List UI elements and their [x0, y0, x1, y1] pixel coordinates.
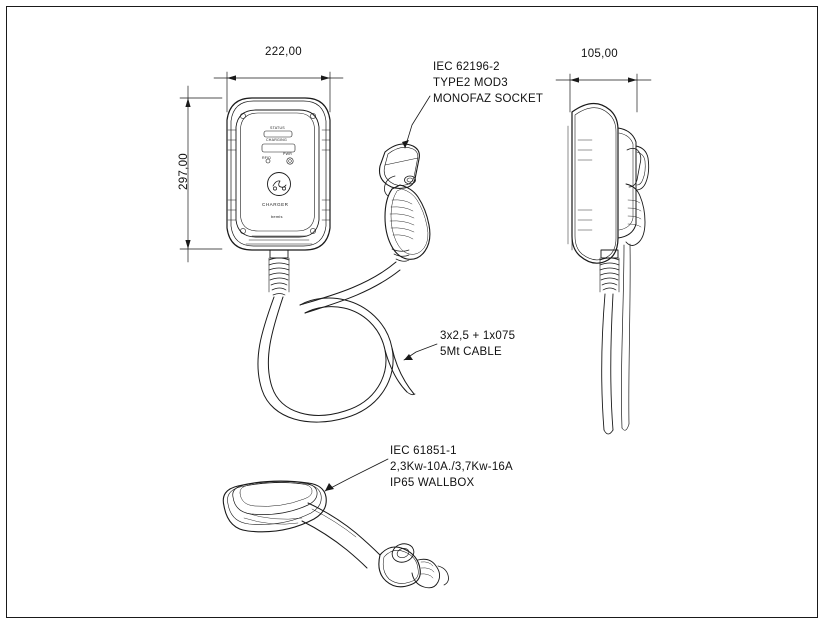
- annotation-socket-line2: TYPE2 MOD3: [433, 77, 508, 89]
- dimension-height-label: 297,00: [178, 153, 190, 190]
- type2-connector: [380, 144, 430, 261]
- bottom-view: [223, 481, 448, 588]
- leader-lines: [325, 96, 437, 491]
- side-cable-gland: [600, 250, 619, 292]
- face-charging-label: CHARGING: [266, 138, 287, 142]
- face-indicator-right-label: PWR: [283, 152, 292, 156]
- side-view-body: [568, 103, 649, 263]
- side-cable: [602, 148, 645, 434]
- annotation-wallbox-line3: IP65 WALLBOX: [390, 477, 475, 489]
- annotation-cable-line1: 3x2,5 + 1x075: [440, 330, 516, 342]
- face-status-label: STATUS: [270, 126, 285, 130]
- dimension-width-label: 222,00: [265, 46, 302, 58]
- annotation-cable-line2: 5Mt CABLE: [440, 346, 502, 358]
- face-brand-sub: bemis: [271, 214, 283, 219]
- annotation-socket-line3: MONOFAZ SOCKET: [433, 93, 544, 105]
- annotation-wallbox-line2: 2,3Kw-10A./3,7Kw-16A: [390, 461, 513, 473]
- dimension-depth-label: 105,00: [581, 48, 618, 60]
- face-brand-name: CHARGER: [262, 202, 289, 207]
- charging-cable: [258, 262, 415, 422]
- face-indicator-left-label: RFID: [262, 156, 272, 160]
- annotation-socket-line1: IEC 62196-2: [433, 61, 500, 73]
- front-view-body: [227, 98, 330, 250]
- front-cable-gland: [269, 250, 289, 295]
- annotation-wallbox-line1: IEC 61851-1: [390, 445, 457, 457]
- dimension-lines: [180, 72, 651, 262]
